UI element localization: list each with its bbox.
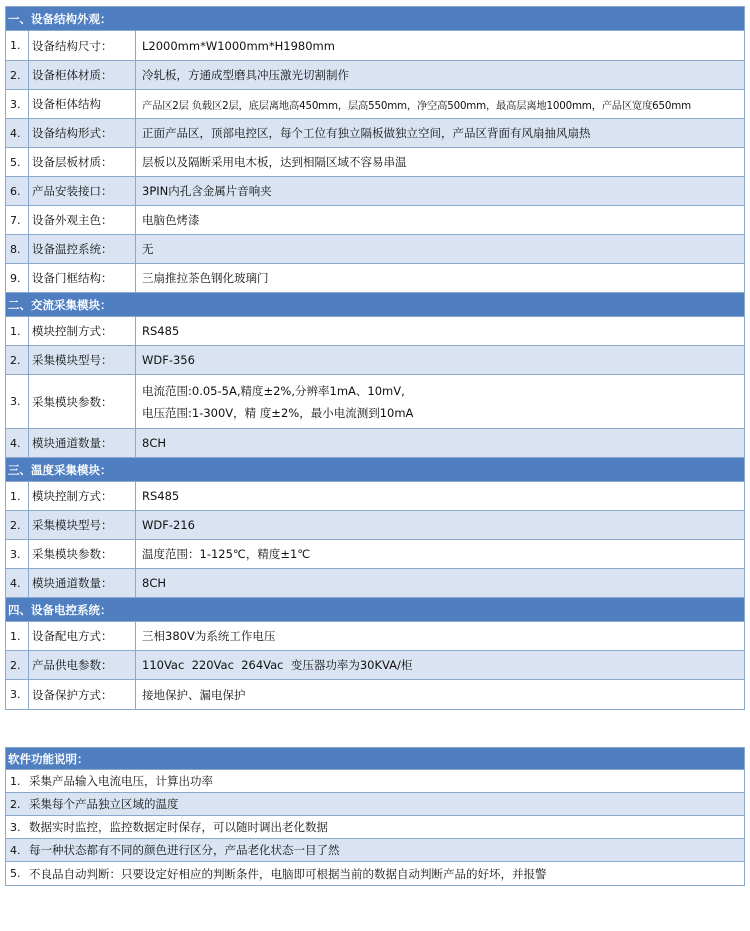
- row-number: 4.: [6, 429, 29, 457]
- row-label: 设备柜体结构: [29, 90, 136, 118]
- table-row: [6, 511, 744, 540]
- row-number: 2.: [6, 61, 29, 89]
- row-value: RS485: [142, 324, 180, 338]
- row-label: 模块控制方式：: [29, 317, 136, 345]
- table-row: [6, 482, 744, 511]
- item-text: 采集产品输入电流电压，计算出功率: [29, 774, 213, 788]
- table-row: [6, 119, 744, 148]
- row-label: 产品供电参数：: [29, 651, 136, 679]
- table-row: [6, 346, 744, 375]
- row-value: RS485: [142, 489, 180, 503]
- row-number: 4.: [6, 119, 29, 147]
- row-value: 层板以及隔断采用电木板，达到相隔区域不容易串温: [142, 155, 407, 169]
- voltage-range-text: 电压范围:1-300V，精 度±2%，最小电流测到10mA: [142, 405, 414, 420]
- row-label: 设备柜体材质：: [29, 61, 136, 89]
- table-row: [6, 569, 744, 598]
- table-row: [6, 90, 744, 119]
- list-item: [6, 862, 744, 885]
- item-text: 每一种状态都有不同的颜色进行区分，产品老化状态一目了然: [29, 843, 340, 857]
- section-header-temp-module: 三、温度采集模块：: [6, 458, 744, 482]
- row-label: 设备配电方式：: [29, 622, 136, 650]
- table-row: [6, 61, 744, 90]
- row-value: 产品区2层 负载区2层，底层离地高450mm，层高550mm，净空高500mm，最高层离地1000mm，产品区宽度650mm: [142, 99, 691, 112]
- list-item: [6, 793, 744, 816]
- table-row: [6, 651, 744, 680]
- table-row: [6, 235, 744, 264]
- item-text: 采集每个产品独立区域的温度: [29, 797, 179, 811]
- current-range-text: 电流范围:0.05-5A,精度±2%,分辨率1mA、10mV,: [142, 383, 405, 398]
- row-number: 2.: [6, 651, 29, 679]
- item-number: 4.: [10, 843, 21, 857]
- row-number: 3.: [6, 90, 29, 118]
- row-value: 正面产品区，顶部电控区，每个工位有独立隔板做独立空间，产品区背面有风扇抽风扇热: [142, 126, 591, 140]
- table-row: [6, 264, 744, 293]
- row-number: 9.: [6, 264, 29, 292]
- section-header-structure: 一、设备结构外观：: [6, 7, 744, 31]
- section-header-software: 软件功能说明：: [6, 748, 744, 770]
- row-label: 设备保护方式：: [29, 680, 136, 709]
- row-number: 3.: [6, 680, 29, 709]
- table-row: [6, 317, 744, 346]
- table-row: [6, 31, 744, 61]
- item-text: 不良品自动判断：只要设定好相应的判断条件，电脑即可根据当前的数据自动判断产品的好坏，并报警: [29, 866, 547, 881]
- row-label: 模块控制方式：: [29, 482, 136, 510]
- row-number: 2.: [6, 511, 29, 539]
- row-value: 8CH: [142, 436, 166, 450]
- row-label: 采集模块型号：: [29, 511, 136, 539]
- row-value: WDF-356: [142, 353, 195, 367]
- row-value: 温度范围：1-125℃，精度±1℃: [142, 547, 311, 561]
- row-value: 无: [142, 242, 154, 256]
- row-value: 110Vac 220Vac 264Vac 变压器功率为30KVA/柜: [142, 658, 413, 672]
- table-row: [6, 177, 744, 206]
- row-label: 设备门框结构：: [29, 264, 136, 292]
- row-label: 采集模块参数：: [29, 540, 136, 568]
- row-number: 1.: [6, 317, 29, 345]
- section-header-electrical: 四、设备电控系统：: [6, 598, 744, 622]
- row-number: 1.: [6, 482, 29, 510]
- item-number: 2.: [10, 797, 21, 811]
- section-header-ac-module: 二、交流采集模块：: [6, 293, 744, 317]
- row-number: 3.: [6, 375, 29, 428]
- row-label: 模块通道数量：: [29, 429, 136, 457]
- row-label: 设备外观主色：: [29, 206, 136, 234]
- row-number: 5.: [6, 148, 29, 176]
- row-label: 采集模块参数：: [29, 375, 136, 428]
- item-text: 数据实时监控，监控数据定时保存，可以随时调出老化数据: [29, 820, 328, 834]
- row-label: 设备结构形式：: [29, 119, 136, 147]
- row-number: 1.: [6, 31, 29, 60]
- row-value: 3PIN内孔含金属片音响夹: [142, 184, 272, 198]
- row-label: 设备温控系统：: [29, 235, 136, 263]
- row-value: [136, 375, 744, 428]
- row-number: 1.: [6, 622, 29, 650]
- item-number: 5.: [10, 867, 21, 880]
- table-row: [6, 375, 744, 429]
- row-number: 3.: [6, 540, 29, 568]
- list-item: [6, 770, 744, 793]
- table-row: [6, 622, 744, 651]
- row-number: 4.: [6, 569, 29, 597]
- row-label: 设备结构尺寸：: [29, 31, 136, 60]
- row-number: 7.: [6, 206, 29, 234]
- row-value: 三相380V为系统工作电压: [142, 629, 276, 643]
- table-row: [6, 429, 744, 458]
- row-value: L2000mm*W1000mm*H1980mm: [142, 38, 335, 53]
- row-value: 接地保护、漏电保护: [142, 687, 246, 702]
- row-value: 冷轧板，方通成型磨具冲压激光切割制作: [142, 68, 349, 82]
- software-features-table: [5, 747, 745, 886]
- row-label: 设备层板材质：: [29, 148, 136, 176]
- table-row: [6, 148, 744, 177]
- row-label: 模块通道数量：: [29, 569, 136, 597]
- row-value: 8CH: [142, 576, 166, 590]
- row-label: 产品安装接口：: [29, 177, 136, 205]
- row-number: 2.: [6, 346, 29, 374]
- row-value: 三扇推拉茶色钢化玻璃门: [142, 271, 269, 285]
- row-value: 电脑色烤漆: [142, 213, 200, 227]
- row-number: 6.: [6, 177, 29, 205]
- table-row: [6, 680, 744, 709]
- list-item: [6, 839, 744, 862]
- item-number: 1.: [10, 774, 21, 788]
- row-number: 8.: [6, 235, 29, 263]
- table-row: [6, 206, 744, 235]
- table-row: [6, 540, 744, 569]
- list-item: [6, 816, 744, 839]
- row-value: WDF-216: [142, 518, 195, 532]
- item-number: 3.: [10, 820, 21, 834]
- row-label: 采集模块型号：: [29, 346, 136, 374]
- spec-table: [5, 6, 745, 710]
